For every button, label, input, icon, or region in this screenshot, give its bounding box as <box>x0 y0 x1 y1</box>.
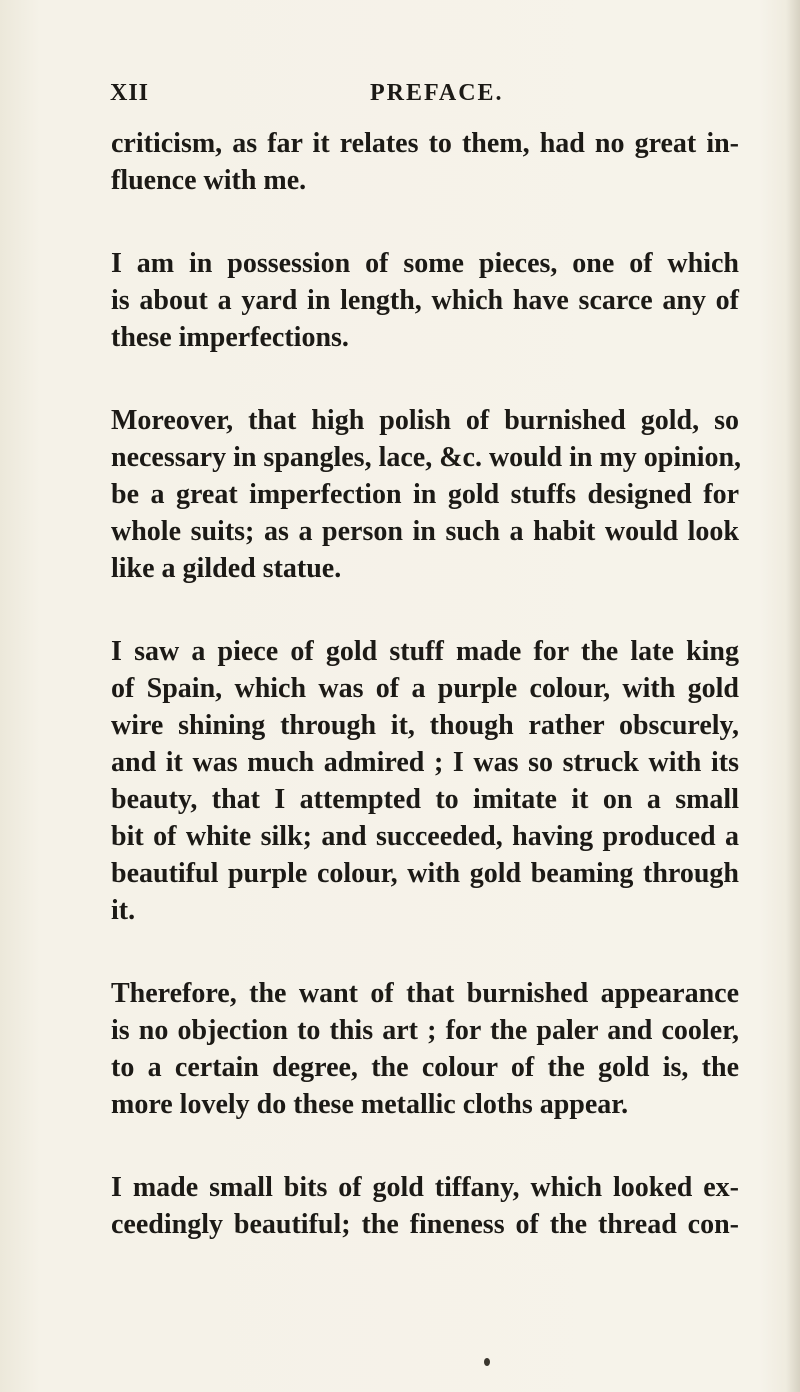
page-header <box>110 80 710 110</box>
running-head: PREFACE. <box>370 80 504 106</box>
text-line: of Spain, which was of a purple colour, with gold <box>111 673 739 704</box>
page-number: XII <box>110 80 150 106</box>
text-line: ceedingly beautiful; the fineness of the thread con- <box>111 1209 739 1240</box>
paragraph <box>111 975 739 1123</box>
text-line: to a certain degree, the colour of the gold is, the <box>111 1052 739 1083</box>
text-line: I am in possession of some pieces, one of which <box>111 248 739 279</box>
text-line: Therefore, the want of that burnished appearance <box>111 978 739 1009</box>
text-line: fluence with me. <box>111 165 307 196</box>
text-line: I made small bits of gold tiffany, which looked ex- <box>111 1172 739 1203</box>
page-edge-shadow <box>786 0 800 1392</box>
text-line: be a great imperfection in gold stuffs designed for <box>111 479 739 510</box>
text-line: beauty, that I attempted to imitate it on a small <box>111 784 739 815</box>
ink-speck <box>484 1358 490 1366</box>
text-line: these imperfections. <box>111 322 349 353</box>
text-line: necessary in spangles, lace, &c. would in my opinion, <box>111 442 742 473</box>
paragraph <box>111 245 739 356</box>
body-text <box>111 125 742 1289</box>
text-line: whole suits; as a person in such a habit would look <box>111 516 739 547</box>
text-line: and it was much admired ; I was so struck with its <box>111 747 739 778</box>
text-line: I saw a piece of gold stuff made for the late king <box>111 636 739 667</box>
paragraph <box>111 1169 739 1243</box>
text-line: is no objection to this art ; for the paler and cooler, <box>111 1015 739 1046</box>
text-line: is about a yard in length, which have scarce any of <box>111 285 739 316</box>
text-line: it. <box>111 895 136 926</box>
text-line: more lovely do these metallic cloths appear. <box>111 1089 629 1120</box>
paragraph <box>111 125 739 199</box>
text-line: wire shining through it, though rather obscurely, <box>111 710 739 741</box>
text-line: beautiful purple colour, with gold beaming through <box>111 858 739 889</box>
text-line: like a gilded statue. <box>111 553 342 584</box>
paragraph <box>111 633 739 929</box>
text-line: criticism, as far it relates to them, had no great in- <box>111 128 739 159</box>
text-line: Moreover, that high polish of burnished gold, so <box>111 405 739 436</box>
text-line: bit of white silk; and succeeded, having produced a <box>111 821 739 852</box>
paragraph <box>111 402 742 587</box>
